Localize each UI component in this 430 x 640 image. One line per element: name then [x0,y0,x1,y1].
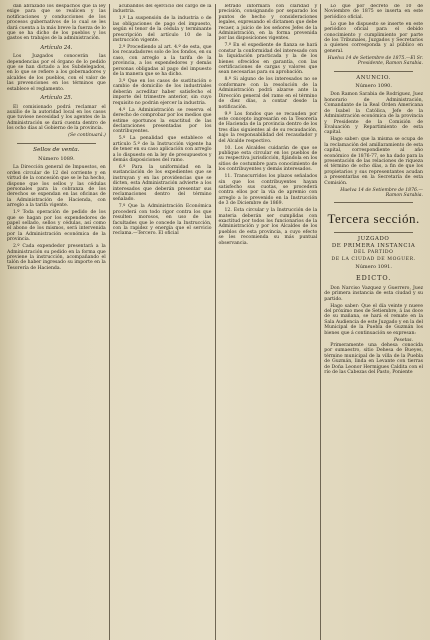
paragraph: Don Ramon Sarabia de Rodriguez, Juez honorario de Administración, Comandante de la Real Orden Americana de Isabel la Católica, Jefe de la Administración económica de la provincia y Presidente de la Comisión de Evaluación y Repartimiento de esta capital. [324,92,423,136]
signature-line: Huelva 14 de Setiembre de 1876.—Ramon Sarabia. [340,187,423,198]
edict-heading: EDICTO. [355,274,392,283]
column-3 [215,4,321,640]
section-title: Sellos de venta. [33,146,80,153]
court-heading: JUZGADO [357,236,390,243]
paragraph: 10. Los Alcaldes cuidarán de que se publique esta circular en los pueblos de su respectiva jurisdicción, fijándola en los sitios de costumbre para conocimiento de los contribuyentes y demás interesados. [218,145,318,173]
paragraph: 7.º Que la Administración Económica procederá con todo rigor contra los que resulten morosos, en uso de las facultades que le concede la Instrucción, con la rapidez y energía que el servicio reclama.—Tercero. El oficial [112,204,212,237]
pesetas-label: Pesetas. [393,337,413,343]
paragraph: 6.º Para la uniformidad en la sustanciación de los expedientes que se instruyan y en las providencias que se dicten, esta Administración advierte a los interesados que deberán presentar sus reclamaciones dentro del término señalado. [112,164,212,203]
divider [334,71,413,72]
court-district: DEL PARTIDO [353,250,394,256]
continuation-note: (Se continuará.) [68,133,106,139]
paragraph: Primeramente una dehesa conocida por sumaestro, sitio Dehesa de Bueyes, término municipal de la villa de la Puebla de Guzmán, linda en Levante con tierras de Doña Leonor Hermigues Caldita con el río de las Cabezas del Pasto, Poniente [324,343,423,376]
paragraph: Don Narciso Vazquez y Guerrero, Juez de primera instancia de esta ciudad y su partido. [324,285,423,302]
signature-line: Huelva 14 de Setiembre de 1875.—El Sr. Presidente, Ramon Sarabia. [327,55,423,67]
paragraph: 5.º La penalidad que establece el artículo 5.º de la Instrucción vigente ha de tener en su caso aplicación con arreglo a lo dispuesto en la ley de presupuestos y demás disposiciones del ramo. [112,136,212,163]
paragraph: Los Juzgados conocerán las dependencias por el órgano de lo pedido que se han dictado a los Subdelegados, en lo que se refiere a los gobernadores y alcaldes de los pueblos, con el valor de las prevenciones en los términos que establece el reglamento. [7,54,106,92]
paragraph: 2.º Procediendo al art. 4.º de esta, que los recaudadores solo de los fondos, en su caso, con arreglo a la tarifa de la provincia, a los expendedores y demás personas obligadas al pago del impuesto de la manera que se ha dicho. [112,45,212,78]
page-columns [4,4,426,640]
column-2 [109,4,215,640]
article-heading: Artículo 25. [40,95,73,102]
divider [334,202,413,203]
section-heading: Tercera sección. [327,211,420,227]
paragraph: 7.º En el expediente de fianza se hará constar la conformidad del interesado con la liquidación practicada y la de los bienes ofrecidos en garantía, con las certificaciones de cargas y valores que sean necesarias para su aprobación. [218,43,318,76]
paragraph: 8.º Si alguno de los interesados no se conformare con la resolución de la Administración podrá alzarse ante la Dirección general del ramo en el término de diez días, a contar desde la notificación. [218,77,318,110]
paragraph: 9.º Los fondos que se recauden por este concepto ingresarán en la Tesorería de Hacienda de la provincia dentro de los tres días siguientes al de su recaudación, bajo la responsabilidad del recaudador y del Alcalde respectivo. [218,111,318,144]
paragraph: 3.º Que en los casos de sustitución o cambio de domicilio de los industriales deberán acreditar haber satisfecho el importe del trimestre anterior, sin cuyo requisito no podrán ejercer la industria. [112,79,212,106]
divider [334,232,413,233]
notice-number: Número 1089. [38,155,75,162]
paragraph: 2.º Cada expendedor presentará a la Administración su pedido en la forma que previene la instrucción, acompañando el talón de haber ingresado su importe en la Tesorería de Hacienda. [7,244,106,271]
paragraph: 1.º Toda operación de pedido de los que se hagan por los expendedores de papel sellado, sellos y cédulas, así como el abono de los mismos, será intervenida por la Administración económica de la provincia. [7,210,106,243]
court-city: DE LA CIUDAD DE MOGUER. [331,256,416,262]
paragraph: Hago saber: Que el día veinte y nueve del próximo mes de Setiembre, á las doce de su mañana, se hará el remate en la Sala Audiencia de este Juzgado y en la del Municipal de la Puebla de Guzmán los bienes que á continuación se expresan: [324,303,423,336]
column-1 [4,4,109,640]
paragraph: 11. Transcurridos los plazos señalados sin que los contribuyentes hayan satisfecho sus cuotas, se procederá contra ellos por la vía de apremio con arreglo a lo prevenido en la Instrucción de 3 de Diciembre de 1869. [218,174,318,207]
notice-number: Número 1090. [355,83,392,90]
article-heading: Artículo 24. [40,44,73,51]
court-subheading: DE PRIMERA INSTANCIA [331,242,416,249]
paragraph: letrado informará con claridad y precisión, consignando por separado los puntos de hecho y consideraciones legales, expresando el dictamen que debe recaer, a juicio de los señores Jefes de la Administración, en la forma prevenida por las disposiciones vigentes. [218,4,318,42]
paragraph: Hago saber: que la misma se ocupa de la reclamación del amillaramiento de esta capital, correspondiente al año económico de 1876-77, se ha dado para la presentación de las relaciones de riqueza el término de ocho días, a fin de que los propietarios y sus representantes acudan a presentarlas en la Secretaría de esta Comisión. [324,137,423,186]
paragraph: Lo que por decreto de 10 de Noviembre de 1875 se inserta en este periódico oficial. [324,4,423,20]
notice-number: Número 1091. [355,264,392,270]
paragraph: acubandos del ejercicio del cargo de la industria. [112,4,212,15]
paragraph: dan abrazado los despachos que la ley exige para que se realicen y las notificaciones y conducciones de los procesos gubernativos de lo cual se les dará cuenta a la más breve la fuerza de lo que se ha dicho de los pueblos y los gastos en trabajos de la administración. [7,4,106,42]
announcement-heading: ANUNCIO. [356,74,391,81]
paragraph: La Dirección general de Impuestos, en orden circular de 12 del corriente y en virtud de la concesión que se le ha hecho, dispone que los sellos y las cédulas personales para la cobranza de los derechos se expendan en las oficinas de la Administración de Hacienda, con arreglo a la tarifa vigente. [7,165,106,209]
paragraph: 4.º La Administración se reserva el derecho de comprobar por los medios que estime oportunos la exactitud de las declaraciones presentadas por los contribuyentes. [112,107,212,135]
paragraph: Lo que he dispuesto se inserte en este periódico oficial para el debido conocimiento y cumplimiento por parte de los Tribunales, Juzgados y Secretarios a quienes corresponda y al público en general. [324,21,423,54]
paragraph: 12. Esta circular y la Instrucción de la materia deberán ser cumplidas con exactitud por todos los funcionarios de la Administración y por los Alcaldes de los pueblos de esta provincia, a cuyo efecto se les recomienda su más puntual observancia. [218,208,318,246]
divider [17,143,96,144]
paragraph: 1.º La suspensión de la industria o de las obligaciones de pago del impuesto, según el tenor de la cédula y terminante prescripción del artículo 10 de la instrucción vigente. [112,16,212,44]
paragraph: El comisionado podrá reclamar el auxilio de la autoridad local en los casos que tuviese necesidad y los agentes de la Administración se dará cuenta dentro de los ocho días al Gobierno de la provincia. [7,104,106,132]
column-4 [320,4,426,640]
